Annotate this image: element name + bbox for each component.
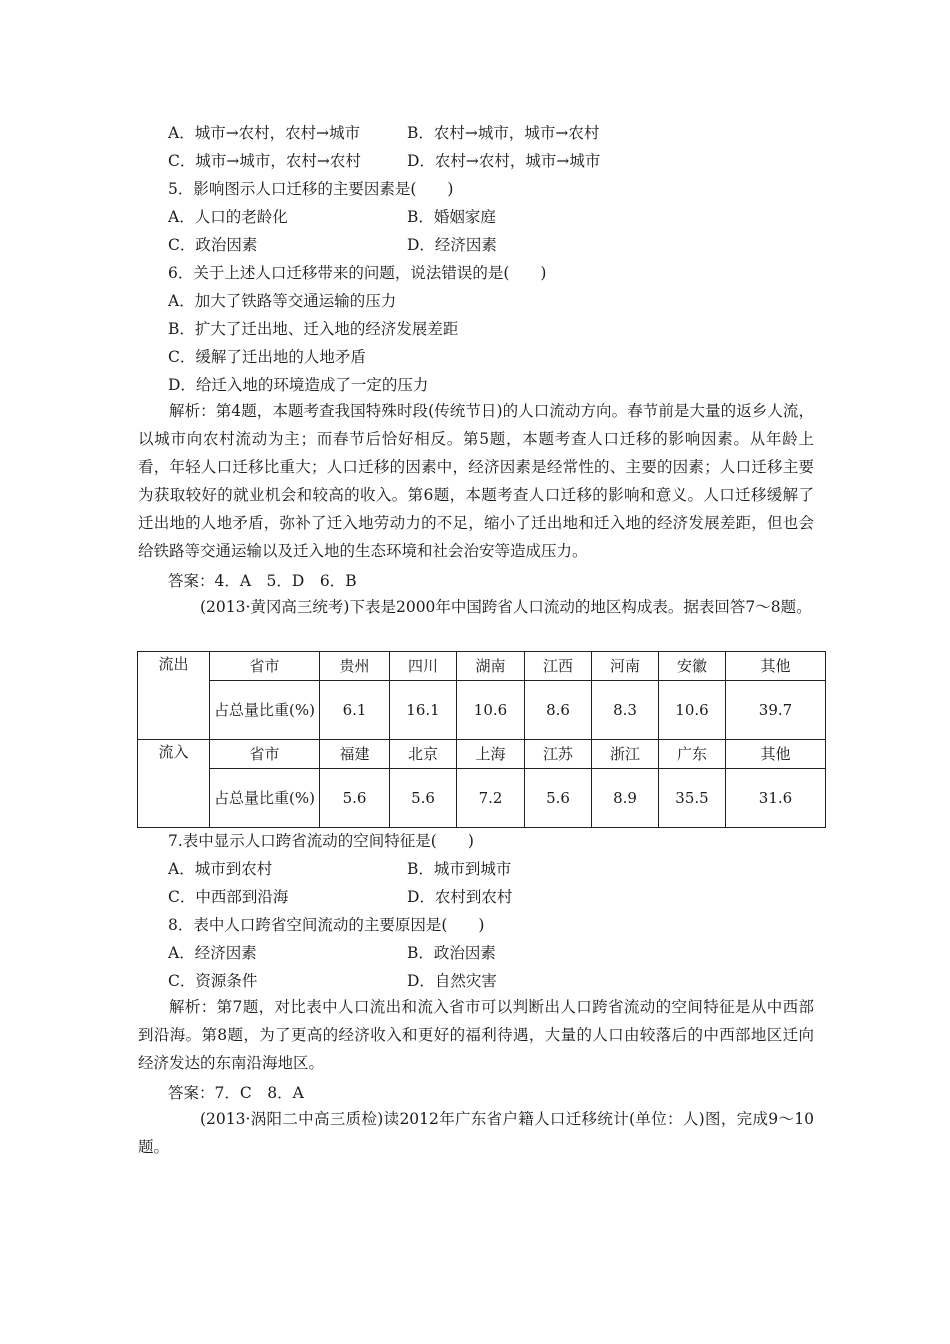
inflow-share: 35.5 [659, 769, 726, 828]
outflow-share: 10.6 [659, 681, 726, 740]
inflow-share: 5.6 [525, 769, 592, 828]
population-flow-table [137, 651, 826, 828]
q4-option-b: B．农村→城市，城市→农村 [407, 124, 600, 142]
answer-7-8: 答案：7．C 8．A [168, 1084, 304, 1102]
q7-option-b: B．城市到城市 [407, 860, 512, 878]
q8-stem: 8．表中人口跨省空间流动的主要原因是( ) [168, 916, 485, 934]
outflow-share: 6.1 [320, 681, 390, 740]
outflow-share-header: 占总量比重(%) [210, 681, 320, 740]
q5-option-a: A．人口的老龄化 [168, 208, 288, 226]
inflow-share: 31.6 [726, 769, 826, 828]
q4-option-a: A．城市→农村，农村→城市 [168, 124, 361, 142]
outflow-province: 江西 [525, 652, 592, 681]
q8-option-d: D．自然灾害 [407, 972, 497, 990]
inflow-share: 8.9 [592, 769, 659, 828]
q6-option-a: A．加大了铁路等交通运输的压力 [168, 292, 397, 310]
q8-option-c: C．资源条件 [168, 972, 258, 990]
answer-4-6: 答案：4．A 5．D 6．B [168, 572, 357, 590]
q6-option-d: D．给迁入地的环境造成了一定的压力 [168, 376, 429, 394]
q4-option-c: C．城市→城市，农村→农村 [168, 152, 361, 170]
outflow-province: 四川 [390, 652, 457, 681]
inflow-share: 5.6 [320, 769, 390, 828]
table-row [138, 740, 826, 769]
analysis-4-6: 解析：第4题，本题考查我国特殊时段(传统节日)的人口流动方向。春节前是大量的返乡人流，以城市向农村流动为主；而春节后恰好相反。第5题，本题考查人口迁移的影响因素。从年龄上看，年轻人口迁移比重大；人口迁移的因素中，经济因素是经常性的、主要的因素；人口迁移主要为获取较好的就业机会和较高的收入。第6题，本题考查人口迁移的影响和意义。人口迁移缓解了迁出地的人地矛盾，弥补了迁入地劳动力的不足，缩小了迁出地和迁入地的经济发展差距，但也会给铁路等交通运输以及迁入地的生态环境和社会治安等造成压力。 [138, 402, 814, 560]
table-row [138, 769, 826, 828]
inflow-province: 上海 [457, 740, 525, 769]
q7-option-c: C．中西部到沿海 [168, 888, 289, 906]
q7-option-d: D．农村到农村 [407, 888, 513, 906]
q6-stem: 6．关于上述人口迁移带来的问题，说法错误的是( ) [168, 264, 547, 282]
outflow-province: 贵州 [320, 652, 390, 681]
inflow-province: 江苏 [525, 740, 592, 769]
inflow-province: 其他 [726, 740, 826, 769]
inflow-share-header: 占总量比重(%) [210, 769, 320, 828]
inflow-share: 7.2 [457, 769, 525, 828]
outflow-province: 湖南 [457, 652, 525, 681]
inflow-province: 广东 [659, 740, 726, 769]
outflow-share: 10.6 [457, 681, 525, 740]
table-row [138, 681, 826, 740]
inflow-province: 浙江 [592, 740, 659, 769]
q5-stem: 5．影响图示人口迁移的主要因素是( ) [168, 180, 454, 198]
q8-option-b: B．政治因素 [407, 944, 496, 962]
q6-option-b: B．扩大了迁出地、迁入地的经济发展差距 [168, 320, 459, 338]
q7-option-a: A．城市到农村 [168, 860, 273, 878]
q5-option-b: B．婚姻家庭 [407, 208, 496, 226]
q4-option-d: D．农村→农村，城市→城市 [407, 152, 601, 170]
q6-option-c: C．缓解了迁出地的人地矛盾 [168, 348, 366, 366]
outflow-share: 16.1 [390, 681, 457, 740]
inflow-province-header: 省市 [210, 740, 320, 769]
intro-9-10: (2013·涡阳二中高三质检)读2012年广东省户籍人口迁移统计(单位：人)图，完成9～10题。 [138, 1110, 814, 1156]
outflow-province: 河南 [592, 652, 659, 681]
outflow-share: 8.3 [592, 681, 659, 740]
outflow-share: 39.7 [726, 681, 826, 740]
outflow-label: 流出 [138, 652, 210, 740]
inflow-province: 北京 [390, 740, 457, 769]
outflow-province: 安徽 [659, 652, 726, 681]
analysis-7-8: 解析：第7题，对比表中人口流出和流入省市可以判断出人口跨省流动的空间特征是从中西部到沿海。第8题，为了更高的经济收入和更好的福利待遇，大量的人口由较落后的中西部地区迁向经济发达的东南沿海地区。 [138, 998, 814, 1072]
outflow-province: 其他 [726, 652, 826, 681]
table-row [138, 652, 826, 681]
outflow-province-header: 省市 [210, 652, 320, 681]
inflow-label: 流入 [138, 740, 210, 828]
q5-option-c: C．政治因素 [168, 236, 258, 254]
intro-7-8: (2013·黄冈高三统考)下表是2000年中国跨省人口流动的地区构成表。据表回答7～8题。 [200, 598, 812, 616]
outflow-share: 8.6 [525, 681, 592, 740]
q7-stem: 7.表中显示人口跨省流动的空间特征是( ) [168, 832, 474, 850]
inflow-province: 福建 [320, 740, 390, 769]
inflow-share: 5.6 [390, 769, 457, 828]
q5-option-d: D．经济因素 [407, 236, 497, 254]
q8-option-a: A．经济因素 [168, 944, 257, 962]
